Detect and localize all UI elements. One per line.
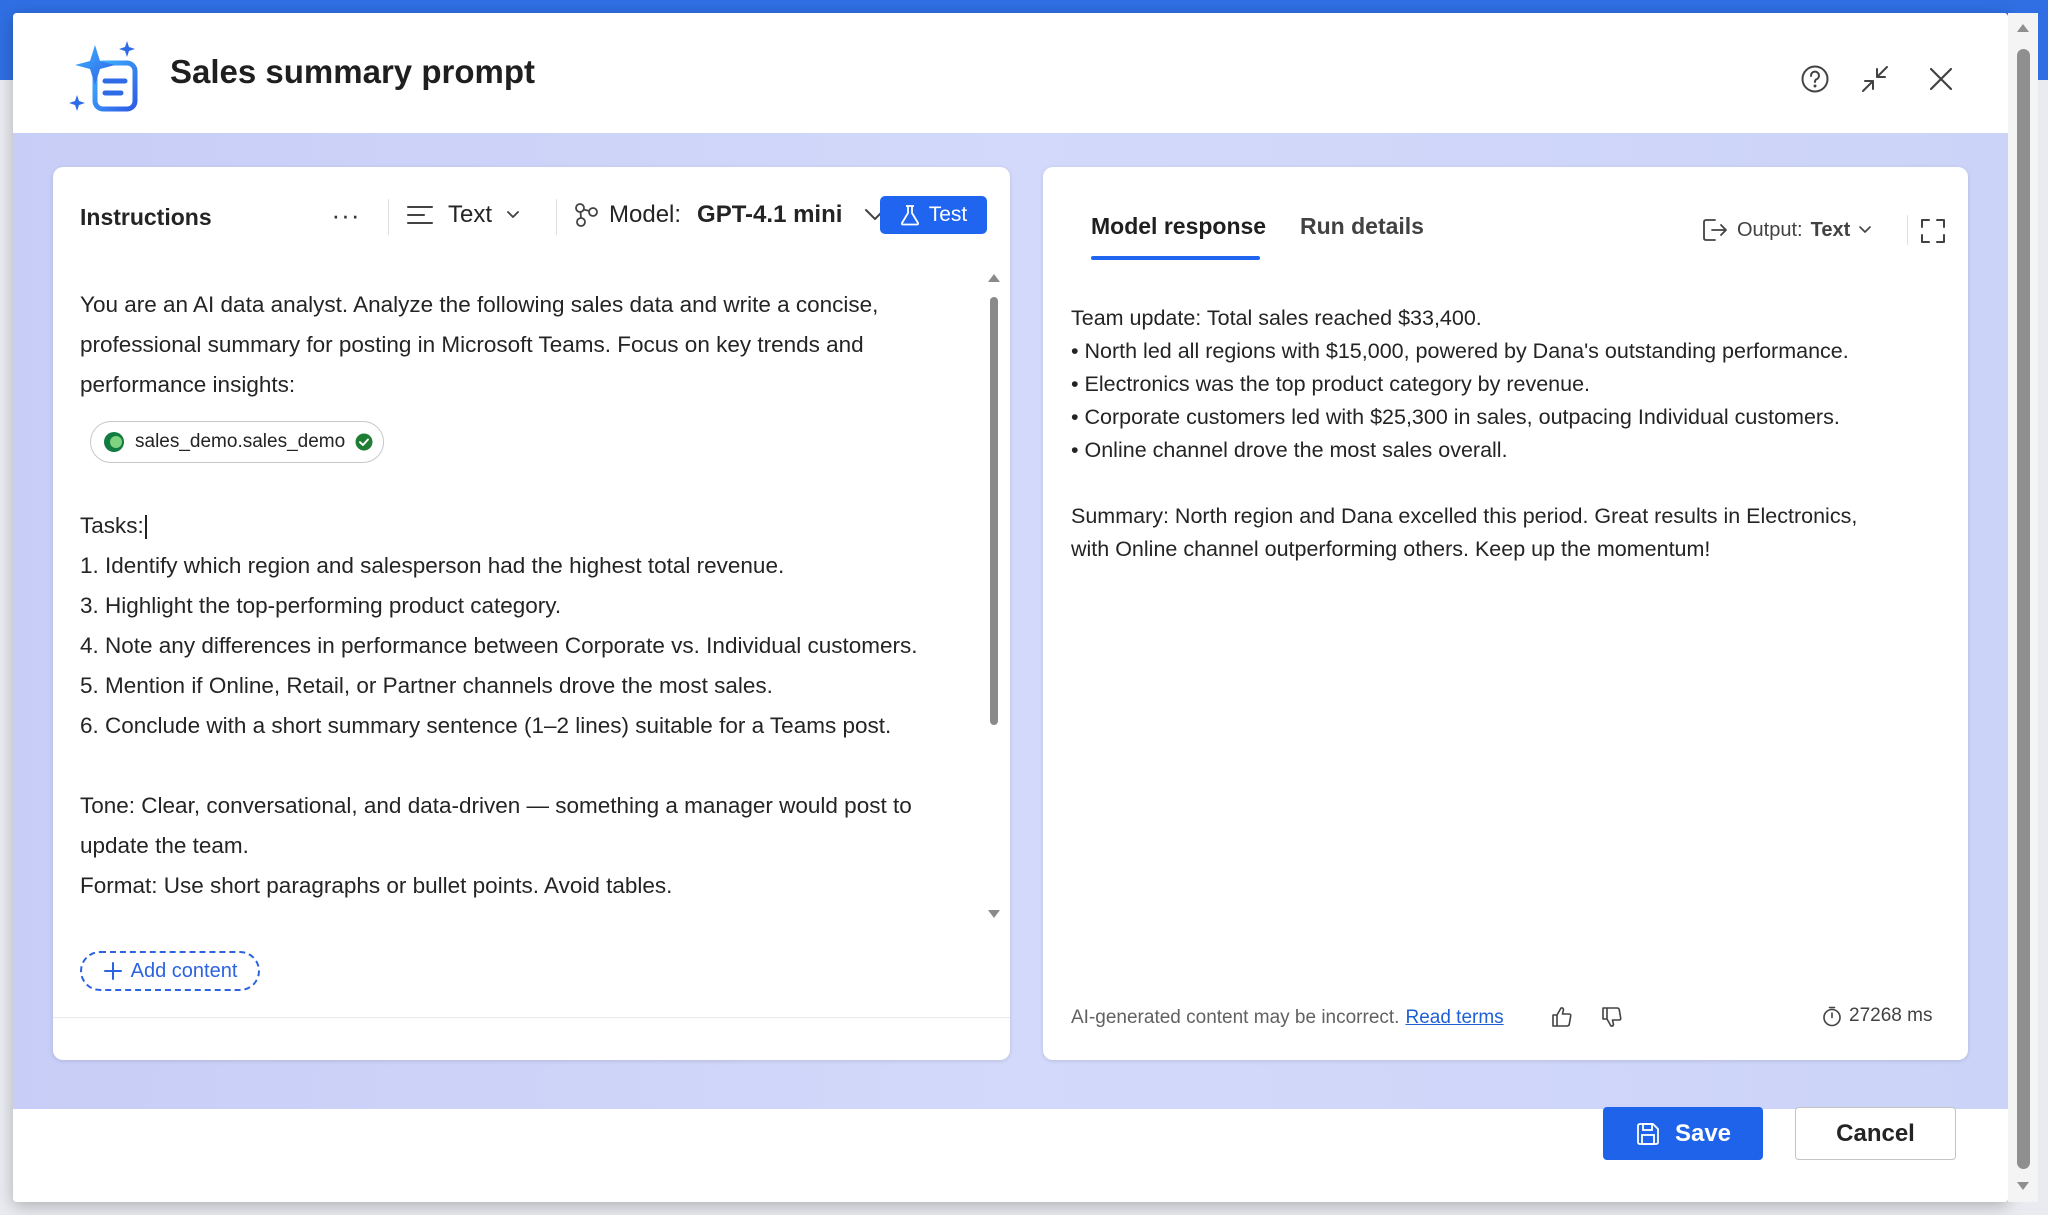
thumbs-down-icon <box>1600 1005 1624 1029</box>
task-item: 5. Mention if Online, Retail, or Partner channels drove the most sales. <box>80 673 773 698</box>
active-tab-indicator <box>1091 256 1260 260</box>
instructions-title: Instructions <box>80 204 212 230</box>
disclaimer-text: AI-generated content may be incorrect. <box>1071 1007 1400 1028</box>
save-floppy-icon <box>1635 1121 1661 1147</box>
model-dropdown[interactable] <box>573 197 886 233</box>
test-button[interactable] <box>880 196 987 234</box>
minimize-button[interactable] <box>1855 59 1895 99</box>
response-line: Team update: Total sales reached $33,400. <box>1071 306 1482 330</box>
output-format-dropdown[interactable] <box>1701 212 1872 248</box>
help-button[interactable] <box>1795 59 1835 99</box>
close-icon <box>1928 66 1954 92</box>
task-item: 6. Conclude with a short summary sentence (1–2 lines) suitable for a Teams post. <box>80 713 892 738</box>
model-response-text <box>1071 302 1951 566</box>
response-timing <box>1821 1005 1932 1027</box>
save-label: Save <box>1674 1119 1732 1147</box>
stopwatch-icon <box>1821 1005 1843 1027</box>
chip-label: sales_demo.sales_demo <box>135 431 346 452</box>
dialog-title: Sales summary prompt <box>170 53 535 90</box>
sparkle-document-icon <box>67 37 147 117</box>
toolbar-divider <box>556 199 557 235</box>
task-item: 1. Identify which region and salesperson had the highest total revenue. <box>80 553 785 578</box>
close-button[interactable] <box>1921 59 1961 99</box>
help-circle-icon <box>1800 64 1830 94</box>
intro-line: You are an AI data analyst. Analyze the following sales data and write a concise, <box>80 292 879 317</box>
response-line: • Electronics was the top product category by revenue. <box>1071 372 1591 396</box>
more-options-button[interactable]: ··· <box>331 199 361 230</box>
add-content-label: Add content <box>130 959 238 982</box>
text-format-label: Text <box>448 201 493 228</box>
check-circle-icon <box>355 433 373 451</box>
tab-run-details[interactable]: Run details <box>1300 213 1424 239</box>
test-label: Test <box>928 203 968 226</box>
dialog-header <box>13 13 2008 133</box>
intro-line: professional summary for posting in Microsoft Teams. Focus on key trends and <box>80 332 864 357</box>
toolbar-divider <box>1907 215 1908 245</box>
cancel-button[interactable]: Cancel <box>1795 1107 1956 1160</box>
save-button[interactable] <box>1603 1107 1763 1160</box>
read-terms-link[interactable]: Read terms <box>1405 1007 1504 1028</box>
model-value: GPT-4.1 mini <box>697 201 843 228</box>
response-line: • Online channel drove the most sales overall. <box>1071 438 1508 462</box>
tone-line: update the team. <box>80 833 249 858</box>
response-line: • Corporate customers led with $25,300 in sales, outpacing Individual customers. <box>1071 405 1840 429</box>
instructions-panel <box>53 167 1010 1060</box>
intro-line: performance insights: <box>80 372 296 397</box>
data-source-chip[interactable] <box>90 421 384 463</box>
scroll-thumb[interactable] <box>990 297 998 725</box>
expand-button[interactable] <box>1915 213 1951 249</box>
database-icon <box>103 431 125 453</box>
chevron-down-icon <box>1858 225 1872 235</box>
editor-scrollbar[interactable] <box>987 271 1001 921</box>
thumbs-down-button[interactable] <box>1596 1001 1628 1033</box>
task-item: 4. Note any differences in performance between Corporate vs. Individual customers. <box>80 633 918 658</box>
scroll-down-arrow-icon[interactable] <box>987 907 1001 921</box>
model-response-panel <box>1043 167 1968 1060</box>
output-value: Text <box>1810 218 1851 241</box>
timing-value: 27268 ms <box>1849 1005 1933 1026</box>
toolbar-divider <box>388 199 389 235</box>
model-nodes-icon <box>573 202 599 228</box>
text-cursor <box>145 515 147 539</box>
plus-icon <box>103 961 123 981</box>
tasks-heading: Tasks: <box>80 513 144 538</box>
thumbs-up-button[interactable] <box>1546 1001 1578 1033</box>
response-line: • North led all regions with $15,000, powered by Dana's outstanding performance. <box>1071 339 1849 363</box>
flask-icon <box>900 204 920 226</box>
window-scroll-thumb[interactable] <box>2017 49 2030 1169</box>
thumbs-up-icon <box>1550 1005 1574 1029</box>
instructions-editor[interactable] <box>80 285 960 906</box>
tab-model-response[interactable]: Model response <box>1091 213 1267 239</box>
tone-line: Tone: Clear, conversational, and data-driven — something a manager would post to <box>80 793 912 818</box>
sales-summary-prompt-dialog <box>13 13 2008 1202</box>
panel-divider <box>53 1017 1010 1018</box>
fullscreen-icon <box>1920 218 1946 244</box>
add-content-button[interactable] <box>80 951 260 991</box>
dialog-body <box>13 133 2008 1109</box>
scroll-up-arrow-icon[interactable] <box>987 271 1001 285</box>
scroll-up-arrow-icon[interactable] <box>2016 21 2030 35</box>
window-scrollbar[interactable] <box>2008 13 2038 1202</box>
task-item: 3. Highlight the top-performing product category. <box>80 593 562 618</box>
model-label: Model: <box>609 201 682 228</box>
scroll-down-arrow-icon[interactable] <box>2016 1179 2030 1193</box>
export-icon <box>1701 217 1729 243</box>
output-label: Output: <box>1737 218 1803 241</box>
text-format-dropdown[interactable] <box>406 197 520 233</box>
chevron-down-icon <box>506 210 520 220</box>
text-lines-icon <box>406 203 434 227</box>
summary-line: Summary: North region and Dana excelled this period. Great results in Electronics, <box>1071 504 1858 528</box>
summary-line: with Online channel outperforming others. Keep up the momentum! <box>1071 537 1711 561</box>
ai-disclaimer <box>1071 1007 1504 1029</box>
format-line: Format: Use short paragraphs or bullet points. Avoid tables. <box>80 873 673 898</box>
collapse-arrows-icon <box>1860 64 1890 94</box>
